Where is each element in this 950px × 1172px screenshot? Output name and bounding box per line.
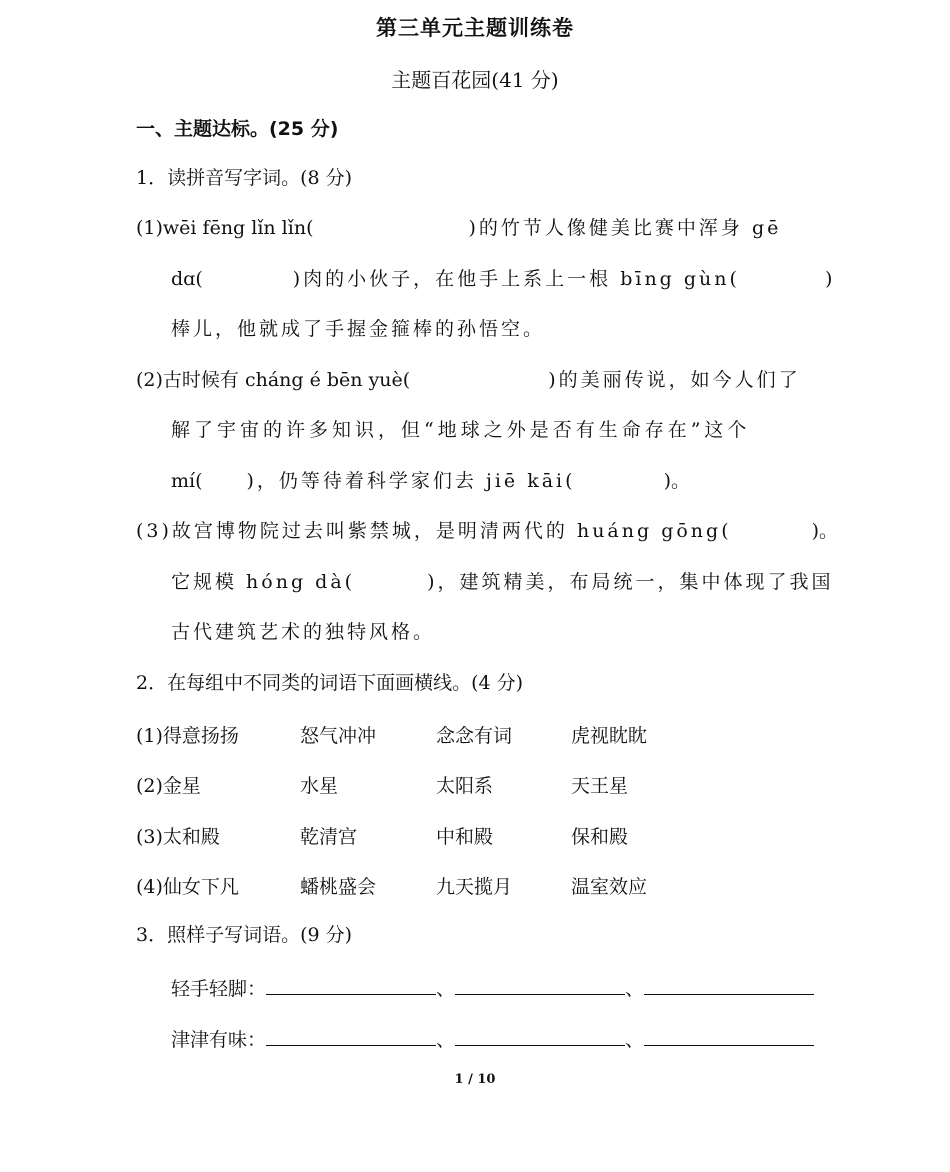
separator: 、 <box>436 1029 456 1051</box>
word-option[interactable]: (3)太和殿 <box>136 826 220 848</box>
q1-p2-line3-mid: )，仍等待着科学家们去 jiē kāi( <box>246 470 576 492</box>
section-1-heading: 一、主题达标。(25 分) <box>136 118 339 140</box>
q1-p1-line1-start: (1)wēi fēng lǐn lǐn( <box>136 217 314 239</box>
q1-p3-line2-end: )，建筑精美，布局统一，集中体现了我国 <box>427 571 834 593</box>
section-heading <box>136 114 338 141</box>
q1-p2-line3-start: mí( <box>171 470 203 492</box>
q1-p1-line1 <box>136 215 781 241</box>
separator: 、 <box>625 1029 645 1051</box>
word-option[interactable]: 蟠桃盛会 <box>300 876 377 898</box>
question-3-heading: 3．照样子写词语。(9 分) <box>136 924 353 946</box>
question-1-heading: 1．读拼音写字词。(8 分) <box>136 167 353 189</box>
q3-item-label: 轻手轻脚： <box>171 978 267 1000</box>
q1-p1-line2 <box>171 266 832 292</box>
word-option[interactable]: (2)金星 <box>136 775 201 797</box>
question-2-heading: 2．在每组中不同类的词语下面画横线。(4 分) <box>136 672 524 694</box>
word-option[interactable]: 太阳系 <box>436 775 494 797</box>
word-option[interactable]: (4)仙女下凡 <box>136 876 239 898</box>
q1-p3-line3: 古代建筑艺术的独特风格。 <box>171 621 436 643</box>
q1-p1-line2-start: dɑ( <box>171 268 203 290</box>
q1-p3-line1-start: (3)故宫博物院过去叫紫禁城，是明清两代的 huáng gōng( <box>136 520 732 542</box>
q1-p3-line2-start: 它规模 hóng dà( <box>171 571 356 593</box>
word-option[interactable]: 虎视眈眈 <box>571 725 648 747</box>
answer-line[interactable] <box>266 1025 436 1046</box>
answer-line[interactable] <box>644 974 814 995</box>
q1-p2-line3 <box>171 468 690 494</box>
q1-p2-line1 <box>136 367 801 393</box>
word-option[interactable]: 九天揽月 <box>436 876 513 898</box>
word-option[interactable]: 念念有词 <box>436 725 513 747</box>
q1-p1-line2-end: ) <box>824 268 833 290</box>
q1-p2-line1-end: )的美丽传说，如今人们了 <box>548 369 801 391</box>
answer-line[interactable] <box>644 1025 814 1046</box>
q1-p2-line2: 解了宇宙的许多知识，但“地球之外是否有生命存在”这个 <box>171 419 751 441</box>
q1-p3-line1-end: )。 <box>811 520 839 542</box>
word-option[interactable]: (1)得意扬扬 <box>136 725 239 747</box>
q1-p1-line2-mid: )肉的小伙子，在他手上系上一根 bīng gùn( <box>292 268 740 290</box>
q3-item-2 <box>171 1025 814 1053</box>
word-option[interactable]: 怒气冲冲 <box>300 725 377 747</box>
q1-p2-line1-start: (2)古时候有 cháng é bēn yuè( <box>136 369 411 391</box>
word-option[interactable]: 保和殿 <box>571 826 629 848</box>
word-option[interactable]: 中和殿 <box>436 826 494 848</box>
word-option[interactable]: 温室效应 <box>571 876 648 898</box>
q1-p2-line3-end: )。 <box>663 470 690 492</box>
word-option[interactable]: 乾清宫 <box>300 826 358 848</box>
word-option[interactable]: 天王星 <box>571 775 629 797</box>
q1-p1-line3: 棒儿，他就成了手握金箍棒的孙悟空。 <box>171 318 546 340</box>
separator: 、 <box>436 978 456 1000</box>
q1-p1-line1-end: )的竹节人像健美比赛中浑身 gē <box>468 217 782 239</box>
answer-line[interactable] <box>455 1025 625 1046</box>
page-subtitle: 主题百花园(41 分) <box>391 68 559 92</box>
page-title: 第三单元主题训练卷 <box>376 16 574 40</box>
word-option[interactable]: 水星 <box>300 775 339 797</box>
q3-item-1 <box>171 974 814 1002</box>
separator: 、 <box>625 978 645 1000</box>
page-number: 1 / 10 <box>454 1072 496 1087</box>
q1-p3-line1 <box>136 518 838 544</box>
q1-p3-line2 <box>171 569 833 595</box>
answer-line[interactable] <box>455 974 625 995</box>
q3-item-label: 津津有味： <box>171 1029 267 1051</box>
answer-line[interactable] <box>266 974 436 995</box>
